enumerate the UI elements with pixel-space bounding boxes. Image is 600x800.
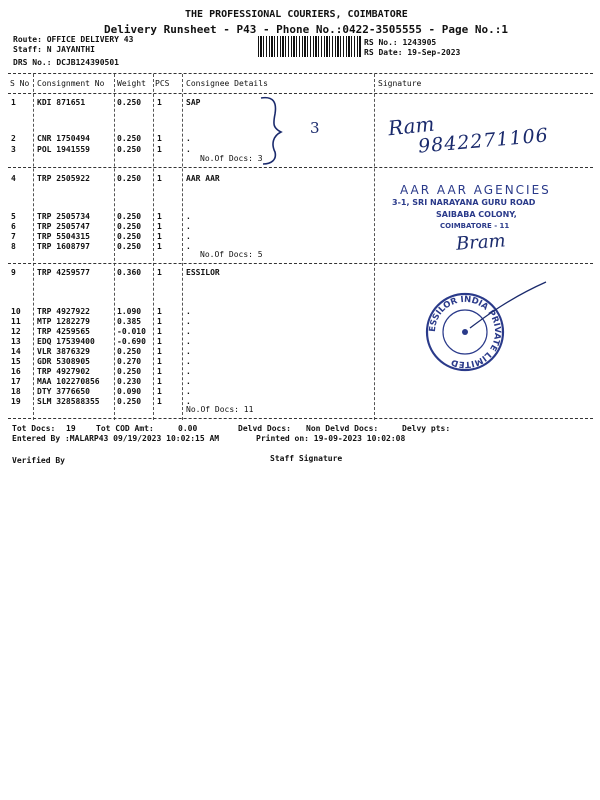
consignment-number: KDI 871651 [37, 98, 86, 107]
pieces: 1 [157, 174, 162, 183]
serial-number: 13 [11, 337, 21, 346]
group-doc-count: No.Of Docs: 11 [186, 405, 254, 414]
consignee: . [186, 347, 191, 356]
delivered-docs-label: Delvd Docs: [238, 424, 291, 433]
consignment-number: GDR 5308905 [37, 357, 90, 366]
serial-number: 16 [11, 367, 21, 376]
staff: Staff: N JAYANTHI [13, 45, 95, 54]
seal-text: ESSILOR INDIA PRIVATE LIMITED [427, 294, 503, 370]
agency-stamp-name: AAR AAR AGENCIES [400, 183, 551, 197]
pieces: 1 [157, 347, 162, 356]
serial-number: 4 [11, 174, 16, 183]
group-doc-count: No.Of Docs: 5 [200, 250, 263, 259]
serial-number: 10 [11, 307, 21, 316]
weight: 0.250 [117, 98, 142, 107]
weight: 1.090 [117, 307, 142, 316]
weight: 0.250 [117, 174, 142, 183]
pieces: 1 [157, 222, 162, 231]
consignee: ESSILOR [186, 268, 220, 277]
agency-stamp-city: COIMBATORE - 11 [440, 222, 510, 230]
weight: -0.690 [117, 337, 146, 346]
serial-number: 14 [11, 347, 21, 356]
pieces: 1 [157, 367, 162, 376]
delivery-points-label: Delvy pts: [402, 424, 451, 433]
drs-number: DRS No.: DCJB124390501 [13, 58, 119, 67]
non-delivered-docs-label: Non Delvd Docs: [306, 424, 379, 433]
weight: 0.090 [117, 387, 142, 396]
consignment-number: VLR 3876329 [37, 347, 90, 356]
table-row [0, 337, 600, 347]
entered-by: Entered By :MALARP43 09/19/2023 10:02:15 AM [12, 434, 220, 443]
consignee: . [186, 397, 191, 406]
consignee: AAR AAR [186, 174, 220, 183]
cod-amount-label: Tot COD Amt: [96, 424, 154, 433]
consignment-number: TRP 4259565 [37, 327, 90, 336]
col-header-pcs: PCS [155, 79, 170, 88]
consignee: . [186, 242, 191, 251]
pieces: 1 [157, 145, 162, 154]
handwritten-count: 3 [310, 119, 320, 137]
consignment-number: DTY 3776650 [37, 387, 90, 396]
pieces: 1 [157, 242, 162, 251]
serial-number: 19 [11, 397, 21, 406]
pieces: 1 [157, 327, 162, 336]
serial-number: 15 [11, 357, 21, 366]
pieces: 1 [157, 377, 162, 386]
cod-amount: 0.00 [178, 424, 198, 433]
serial-number: 18 [11, 387, 21, 396]
consignment-number: SLM 328588355 [37, 397, 100, 406]
pieces: 1 [157, 357, 162, 366]
barcode [258, 36, 362, 57]
handwritten-brace-icon [255, 92, 315, 168]
consignee: . [186, 222, 191, 231]
table-row [0, 377, 600, 387]
agency-stamp-address: 3-1, SRI NARAYANA GURU ROAD [392, 198, 536, 207]
weight: 0.250 [117, 397, 142, 406]
consignee: SAP [186, 98, 201, 107]
printed-on: Printed on: 19-09-2023 10:02:08 [256, 434, 406, 443]
consignment-number: TRP 2505922 [37, 174, 90, 183]
consignee: . [186, 307, 191, 316]
pieces: 1 [157, 98, 162, 107]
consignee: . [186, 145, 191, 154]
serial-number: 6 [11, 222, 16, 231]
table-row [0, 222, 600, 232]
weight: 0.250 [117, 145, 142, 154]
consignee: . [186, 357, 191, 366]
staff-signature: Staff Signature [270, 454, 343, 463]
table-row [0, 357, 600, 367]
rs-number: RS No.: 1243905 [364, 38, 437, 47]
pieces: 1 [157, 397, 162, 406]
col-header-sno: S No [10, 79, 30, 88]
agency-stamp-area: SAIBABA COLONY, [436, 210, 517, 219]
pieces: 1 [157, 307, 162, 316]
consignment-number: EDQ 17539400 [37, 337, 95, 346]
serial-number: 1 [11, 98, 16, 107]
consignee: . [186, 337, 191, 346]
weight: 0.250 [117, 222, 142, 231]
rs-date: RS Date: 19-Sep-2023 [364, 48, 461, 57]
runsheet-title: Delivery Runsheet - P43 - Phone No.:0422-3505555 - Page No.:1 [104, 23, 508, 36]
table-row [0, 367, 600, 377]
pieces: 1 [157, 317, 162, 326]
group-doc-count: No.Of Docs: 3 [200, 154, 263, 163]
company-name: THE PROFESSIONAL COURIERS, COIMBATORE [185, 9, 408, 20]
weight: 0.270 [117, 357, 142, 366]
table-row [0, 268, 600, 278]
consignment-number: POL 1941559 [37, 145, 90, 154]
consignee: . [186, 317, 191, 326]
consignee: . [186, 327, 191, 336]
table-row [0, 347, 600, 357]
consignee: . [186, 377, 191, 386]
table-row [0, 387, 600, 397]
table-row [0, 242, 600, 252]
weight: 0.360 [117, 268, 142, 277]
serial-number: 7 [11, 232, 16, 241]
consignment-number: CNR 1750494 [37, 134, 90, 143]
col-header-consignee: Consignee Details [186, 79, 268, 88]
weight: 0.385 [117, 317, 142, 326]
consignment-number: TRP 4927922 [37, 307, 90, 316]
pieces: 1 [157, 134, 162, 143]
consignee: . [186, 387, 191, 396]
table-row [0, 232, 600, 242]
route: Route: OFFICE DELIVERY 43 [13, 35, 134, 44]
consignee: . [186, 367, 191, 376]
consignment-number: TRP 1608797 [37, 242, 90, 251]
group-separator [8, 263, 593, 264]
consignee: . [186, 212, 191, 221]
pieces: 1 [157, 268, 162, 277]
handwritten-stroke-icon [466, 280, 550, 332]
consignment-number: TRP 2505747 [37, 222, 90, 231]
handwritten-signature: Bram [455, 230, 507, 255]
serial-number: 8 [11, 242, 16, 251]
serial-number: 17 [11, 377, 21, 386]
weight: 0.250 [117, 212, 142, 221]
group-separator [8, 418, 593, 419]
handwritten-phone: 9842271106 [417, 124, 550, 158]
pieces: 1 [157, 387, 162, 396]
weight: 0.250 [117, 347, 142, 356]
pieces: 1 [157, 232, 162, 241]
total-docs: 19 [66, 424, 76, 433]
consignee: . [186, 134, 191, 143]
serial-number: 12 [11, 327, 21, 336]
serial-number: 3 [11, 145, 16, 154]
col-header-weight: Weight [117, 79, 146, 88]
consignment-number: TRP 4259577 [37, 268, 90, 277]
serial-number: 5 [11, 212, 16, 221]
pieces: 1 [157, 337, 162, 346]
serial-number: 9 [11, 268, 16, 277]
consignment-number: TRP 5504315 [37, 232, 90, 241]
pieces: 1 [157, 212, 162, 221]
consignee: . [186, 232, 191, 241]
consignment-number: TRP 4927902 [37, 367, 90, 376]
consignment-number: MAA 102270856 [37, 377, 100, 386]
serial-number: 2 [11, 134, 16, 143]
weight: 0.250 [117, 232, 142, 241]
serial-number: 11 [11, 317, 21, 326]
col-header-consignment: Consignment No [37, 79, 105, 88]
weight: 0.250 [117, 367, 142, 376]
consignment-number: MTP 1282279 [37, 317, 90, 326]
weight: -0.010 [117, 327, 146, 336]
consignment-number: TRP 2505734 [37, 212, 90, 221]
table-top-rule [8, 73, 593, 74]
table-row [0, 397, 600, 407]
weight: 0.250 [117, 134, 142, 143]
verified-by: Verified By [12, 456, 65, 465]
handwritten-signature: Ram [386, 111, 436, 141]
col-header-signature: Signature [378, 79, 422, 88]
weight: 0.250 [117, 242, 142, 251]
total-docs-label: Tot Docs: [12, 424, 56, 433]
weight: 0.230 [117, 377, 142, 386]
